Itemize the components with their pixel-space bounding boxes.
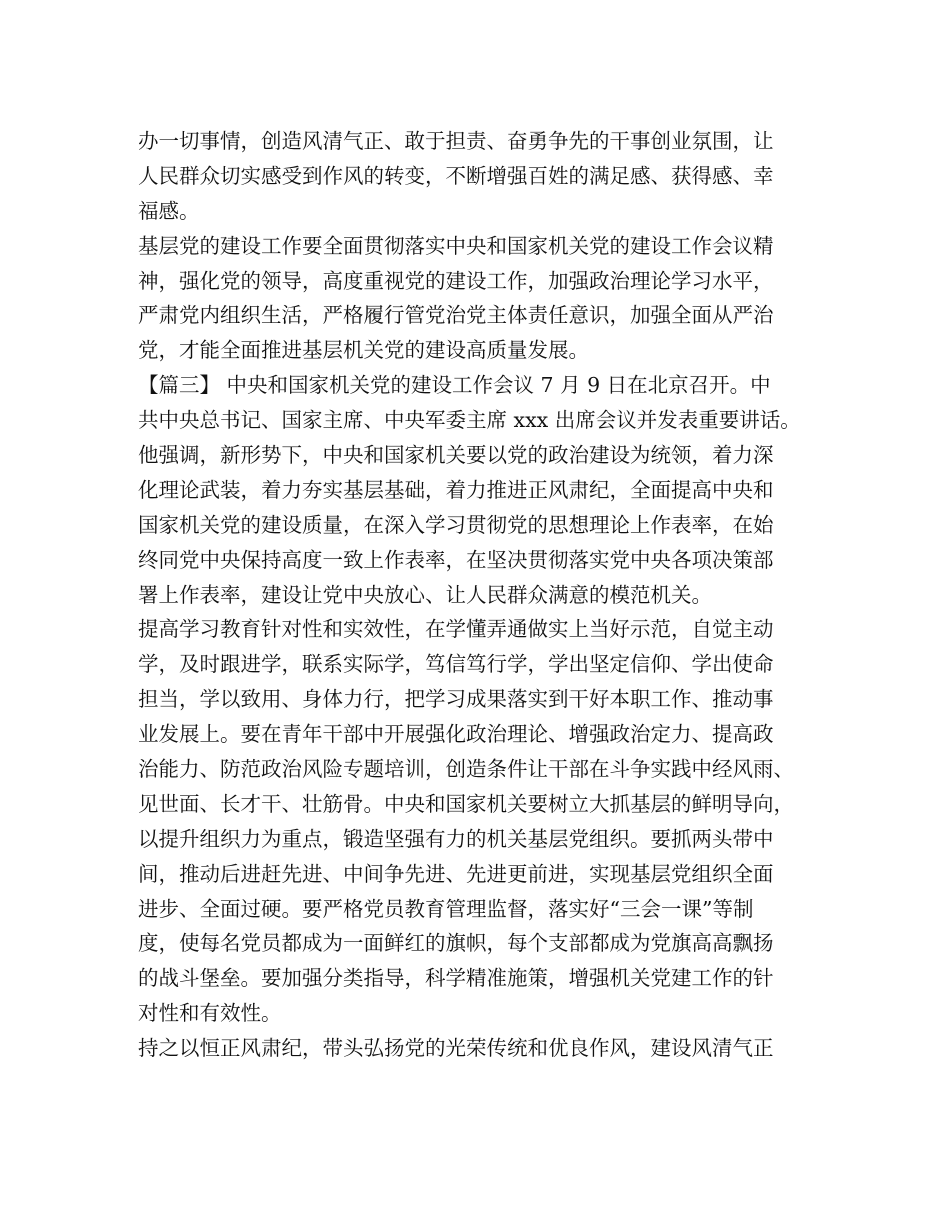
- text-line: 业发展上。要在青年干部中开展强化政治理论、增强政治定力、提高政: [138, 722, 774, 747]
- text-line: 署上作表率，建设让党中央放心、让人民群众满意的模范机关。: [138, 582, 712, 607]
- text-line: 化理论武装，着力夯实基层基础，着力推进正风肃纪，全面提高中央和: [138, 477, 774, 502]
- text-line: 办一切事情，创造风清气正、敢于担责、奋勇争先的干事创业氛围，让: [138, 129, 774, 153]
- text-line: 他强调，新形势下，中央和国家机关要以党的政治建设为统领，着力深: [138, 443, 774, 468]
- text-line: 的战斗堡垒。要加强分类指导，科学精准施策，增强机关党建工作的针: [138, 966, 774, 991]
- text-line: 提高学习教育针对性和实效性，在学懂弄通做实上当好示范，自觉主动: [138, 617, 774, 642]
- text-line: 学，及时跟进学，联系实际学，笃信笃行学，学出坚定信仰、学出使命: [138, 652, 774, 677]
- text-line: 持之以恒正风肃纪，带头弘扬党的光荣传统和优良作风，建设风清气正: [138, 1036, 774, 1061]
- text-line: 见世面、长才干、壮筋骨。中央和国家机关要树立大抓基层的鲜明导向，: [138, 791, 794, 816]
- text-line: 进步、全面过硬。要严格党员教育管理监督，落实好“三会一课”等制: [138, 896, 754, 921]
- text-line: 终同党中央保持高度一致上作表率，在坚决贯彻落实党中央各项决策部: [138, 547, 774, 572]
- text-line: 严肃党内组织生活，严格履行管党治党主体责任意识，加强全面从严治: [138, 303, 774, 328]
- text-line: 治能力、防范政治风险专题培训，创造条件让干部在斗争实践中经风雨、: [138, 757, 794, 782]
- text-line: 【篇三】 中央和国家机关党的建设工作会议 7 月 9 日在北京召开。中: [138, 373, 771, 398]
- text-line: 福感。: [138, 198, 200, 223]
- text-line: 神，强化党的领导，高度重视党的建设工作，加强政治理论学习水平，: [138, 268, 774, 293]
- text-line: 共中央总书记、国家主席、中央军委主席 xxx 出席会议并发表重要讲话。: [138, 408, 801, 433]
- text-line: 国家机关党的建设质量，在深入学习贯彻党的思想理论上作表率，在始: [138, 512, 774, 537]
- text-line: 人民群众切实感受到作风的转变，不断增强百姓的满足感、获得感、幸: [138, 163, 774, 188]
- text-line: 担当，学以致用、身体力行，把学习成果落实到干好本职工作、推动事: [138, 687, 774, 712]
- text-line: 间，推动后进赶先进、中间争先进、先进更前进，实现基层党组织全面: [138, 861, 774, 886]
- text-line: 党，才能全面推进基层机关党的建设高质量发展。: [138, 338, 589, 363]
- text-line: 度，使每名党员都成为一面鲜红的旗帜，每个支部都成为党旗高高飘扬: [138, 931, 774, 956]
- text-line: 对性和有效性。: [138, 1001, 282, 1026]
- text-line: 以提升组织力为重点，锻造坚强有力的机关基层党组织。要抓两头带中: [138, 826, 774, 851]
- document-body: [138, 124, 828, 1066]
- text-line: 基层党的建设工作要全面贯彻落实中央和国家机关党的建设工作会议精: [138, 233, 774, 258]
